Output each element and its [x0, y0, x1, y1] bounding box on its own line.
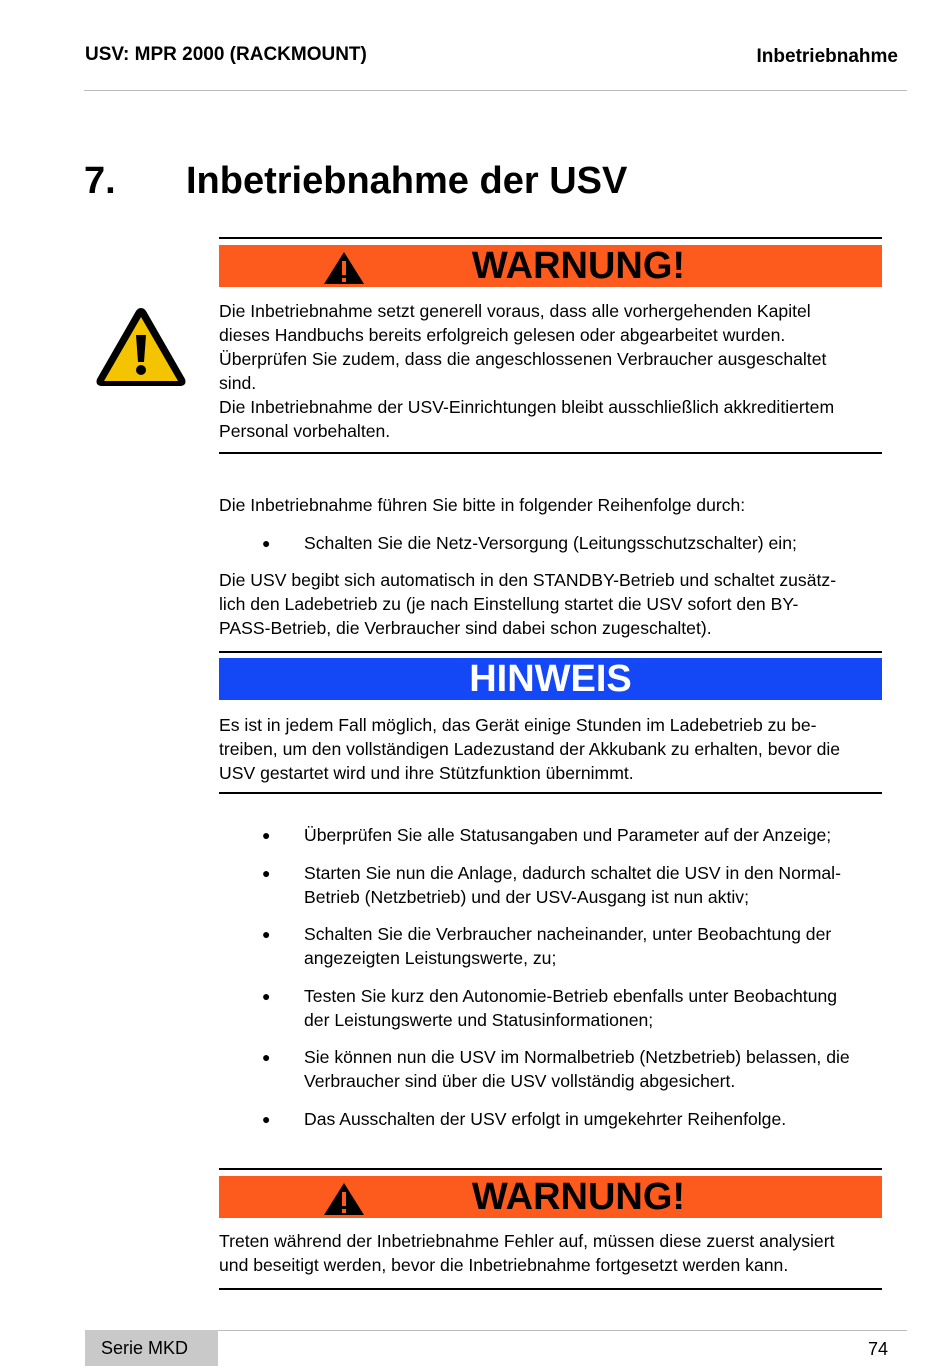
- warning-line: sind.: [219, 373, 257, 393]
- note-top-rule: [219, 651, 882, 653]
- standby-line: Die USV begibt sich automatisch in den STANDBY-Betrieb und schaltet zusätz-: [219, 570, 837, 590]
- note-line: treiben, um den vollständigen Ladezustand der Akkubank zu erhalten, bevor die: [219, 739, 841, 759]
- note-label: HINWEIS: [469, 658, 632, 700]
- bullet-dot-icon: ●: [262, 1049, 271, 1065]
- header-document-title: USV: MPR 2000 (RACKMOUNT): [85, 44, 367, 65]
- warning-label: WARNUNG!: [471, 245, 686, 287]
- note-banner: [219, 658, 882, 700]
- warning-banner: [219, 245, 882, 287]
- note-line: USV gestartet wird und ihre Stützfunktion übernimmt.: [219, 763, 634, 783]
- note-text: [219, 713, 889, 785]
- standby-text: [219, 568, 889, 640]
- intro-text: Die Inbetriebnahme führen Sie bitte in folgender Reihenfolge durch:: [219, 495, 746, 515]
- bullet-dot-icon: ●: [262, 535, 271, 551]
- warning-top-rule: [219, 237, 882, 239]
- header-divider: [84, 90, 907, 91]
- warning2-bottom-rule: [219, 1288, 882, 1290]
- warning2-text: [219, 1229, 889, 1277]
- header-section-title: Inbetriebnahme: [756, 46, 898, 67]
- bullet-dot-icon: ●: [262, 926, 271, 942]
- chapter-title: Inbetriebnahme der USV: [186, 160, 628, 202]
- warning-text: [219, 299, 889, 443]
- warning2-banner: [219, 1176, 882, 1218]
- bullet-dot-icon: ●: [262, 865, 271, 881]
- warning-sign-icon: [94, 305, 188, 389]
- chapter-number: 7.: [84, 160, 116, 202]
- note-bottom-rule: [219, 792, 882, 794]
- footer-divider: [218, 1330, 907, 1331]
- warning2-top-rule: [219, 1168, 882, 1170]
- warning-triangle-icon: [323, 251, 365, 285]
- bullet-dot-icon: ●: [262, 827, 271, 843]
- bullet-dot-icon: ●: [262, 1111, 271, 1127]
- note-line: Es ist in jedem Fall möglich, das Gerät einige Stunden im Ladebetrieb zu be-: [219, 715, 817, 735]
- standby-line: PASS-Betrieb, die Verbraucher sind dabei schon zugeschaltet).: [219, 618, 712, 638]
- warning2-line: und beseitigt werden, bevor die Inbetriebnahme fortgesetzt werden kann.: [219, 1255, 789, 1275]
- bullet-dot-icon: ●: [262, 988, 271, 1004]
- warning-line: Überprüfen Sie zudem, dass die angeschlossenen Verbraucher ausgeschaltet: [219, 349, 827, 369]
- warning-bottom-rule: [219, 452, 882, 454]
- warning-line: Die Inbetriebnahme setzt generell voraus, dass alle vorhergehenden Kapitel: [219, 301, 811, 321]
- standby-line: lich den Ladebetrieb zu (je nach Einstellung startet die USV sofort den BY-: [219, 594, 799, 614]
- footer-series: Serie MKD: [85, 1330, 218, 1366]
- warning2-line: Treten während der Inbetriebnahme Fehler auf, müssen diese zuerst analysiert: [219, 1231, 835, 1251]
- page-number: 74: [867, 1339, 888, 1359]
- warning-triangle-icon: [323, 1182, 365, 1216]
- warning2-label: WARNUNG!: [471, 1176, 686, 1218]
- warning-line: dieses Handbuchs bereits erfolgreich gelesen oder abgearbeitet wurden.: [219, 325, 786, 345]
- warning-line: Personal vorbehalten.: [219, 421, 391, 441]
- warning-line: Die Inbetriebnahme der USV-Einrichtungen bleibt ausschließlich akkreditiertem: [219, 397, 835, 417]
